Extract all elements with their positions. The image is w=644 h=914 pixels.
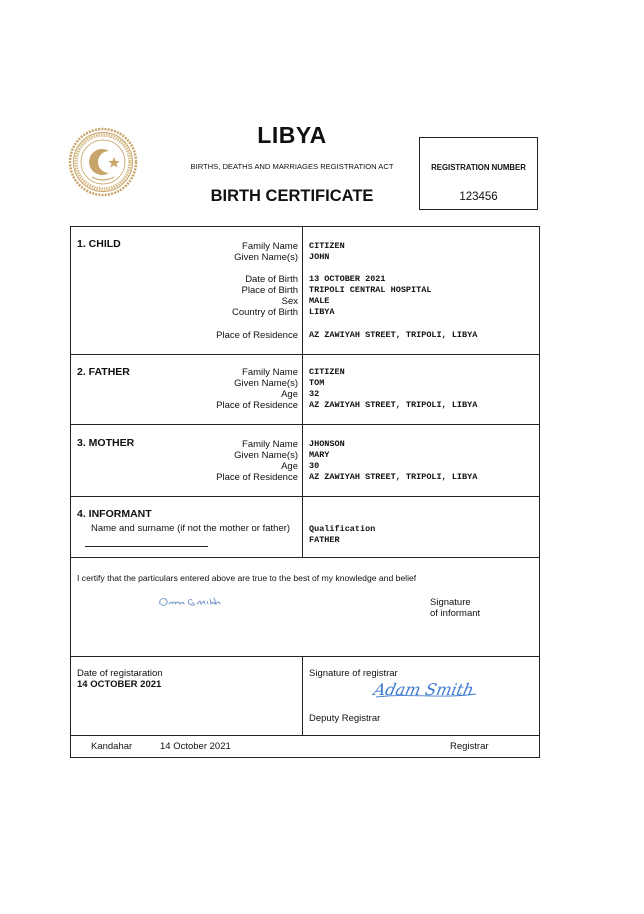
- row-divider: [71, 354, 539, 355]
- column-divider-registration: [302, 656, 303, 735]
- document-title: BIRTH CERTIFICATE: [210, 187, 374, 205]
- label-place-of-residence: Place of Residence: [216, 330, 298, 341]
- certification-statement: I certify that the particulars entered above are true to the best of my knowledge and belief: [77, 573, 417, 583]
- mother-family-name: JHONSON: [309, 439, 345, 449]
- child-labels: [138, 241, 298, 341]
- mother-values: [309, 439, 477, 483]
- father-given-names: TOM: [309, 378, 325, 388]
- father-age: 32: [309, 389, 320, 399]
- section-child-heading: 1. CHILD: [77, 238, 121, 250]
- label-sex: Sex: [281, 296, 298, 307]
- column-divider: [302, 227, 303, 557]
- registration-date-block: [77, 668, 163, 690]
- deputy-registrar-label: Deputy Registrar: [309, 713, 381, 724]
- informant-name-label: Name and surname (if not the mother or father): [91, 523, 291, 534]
- country-title: LIBYA: [257, 122, 327, 148]
- label-place-of-birth: Place of Birth: [241, 285, 298, 296]
- section-father-heading: 2. FATHER: [77, 366, 130, 378]
- registrar-signature-flourish-icon: [371, 691, 481, 701]
- label-age: Age: [281, 461, 298, 472]
- section-informant-heading: 4. INFORMANT: [77, 508, 152, 520]
- libya-seal-icon: [68, 127, 138, 197]
- row-divider: [71, 656, 539, 657]
- child-place-of-birth: TRIPOLI CENTRAL HOSPITAL: [309, 285, 432, 295]
- informant-qualification-label: Qualification: [309, 524, 376, 534]
- label-place-of-residence: Place of Residence: [216, 400, 298, 411]
- child-values: [309, 241, 477, 341]
- registration-place: Kandahar: [91, 741, 133, 752]
- child-family-name: CITIZEN: [309, 241, 345, 251]
- row-divider: [71, 735, 539, 736]
- label-family-name: Family Name: [242, 439, 298, 450]
- child-date-of-birth: 13 OCTOBER 2021: [309, 274, 386, 284]
- certificate-form: [70, 226, 540, 758]
- label-date-of-birth: Date of Birth: [245, 274, 298, 285]
- informant-qualification-value: FATHER: [309, 535, 340, 545]
- child-sex: MALE: [309, 296, 330, 306]
- child-country-of-birth: LIBYA: [309, 307, 335, 317]
- row-divider: [71, 557, 539, 558]
- registration-number-box: [419, 137, 538, 210]
- registration-number-label: REGISTRATION NUMBER: [431, 163, 526, 172]
- informant-qualification: [309, 524, 375, 546]
- registration-date-label: Date of registaration: [77, 668, 163, 679]
- label-given-names: Given Name(s): [234, 252, 298, 263]
- mother-age: 30: [309, 461, 320, 471]
- father-labels: [138, 367, 298, 411]
- child-given-names: JOHN: [309, 252, 330, 262]
- mother-labels: [138, 439, 298, 483]
- label-given-names: Given Name(s): [234, 378, 298, 389]
- informant-name-line: [85, 546, 208, 547]
- label-country-of-birth: Country of Birth: [232, 307, 298, 318]
- registrar-signature-label: Signature of registrar: [309, 668, 398, 679]
- section-mother-heading: 3. MOTHER: [77, 437, 135, 449]
- registration-date-value: 14 OCTOBER 2021: [77, 679, 162, 690]
- label-family-name: Family Name: [242, 241, 298, 252]
- mother-given-names: MARY: [309, 450, 330, 460]
- child-place-of-residence: AZ ZAWIYAH STREET, TRIPOLI, LIBYA: [309, 330, 478, 340]
- father-values: [309, 367, 477, 411]
- registration-date-footer: 14 October 2021: [160, 741, 231, 752]
- act-title: BIRTHS, DEATHS AND MARRIAGES REGISTRATION ACT: [190, 162, 394, 171]
- label-age: Age: [281, 389, 298, 400]
- registrar-signature: Adam Smith: [371, 680, 476, 699]
- signature-label-line2: of informant: [430, 608, 481, 619]
- informant-signature-label: [430, 597, 480, 619]
- registrar-role: Registrar: [450, 741, 489, 752]
- label-family-name: Family Name: [242, 367, 298, 378]
- label-given-names: Given Name(s): [234, 450, 298, 461]
- father-place-of-residence: AZ ZAWIYAH STREET, TRIPOLI, LIBYA: [309, 400, 478, 410]
- mother-place-of-residence: AZ ZAWIYAH STREET, TRIPOLI, LIBYA: [309, 472, 478, 482]
- row-divider: [71, 496, 539, 497]
- father-family-name: CITIZEN: [309, 367, 345, 377]
- informant-signature-icon: [156, 592, 236, 612]
- signature-label-line1: Signature: [430, 597, 471, 608]
- row-divider: [71, 424, 539, 425]
- registration-number-value: 123456: [459, 191, 498, 203]
- label-place-of-residence: Place of Residence: [216, 472, 298, 483]
